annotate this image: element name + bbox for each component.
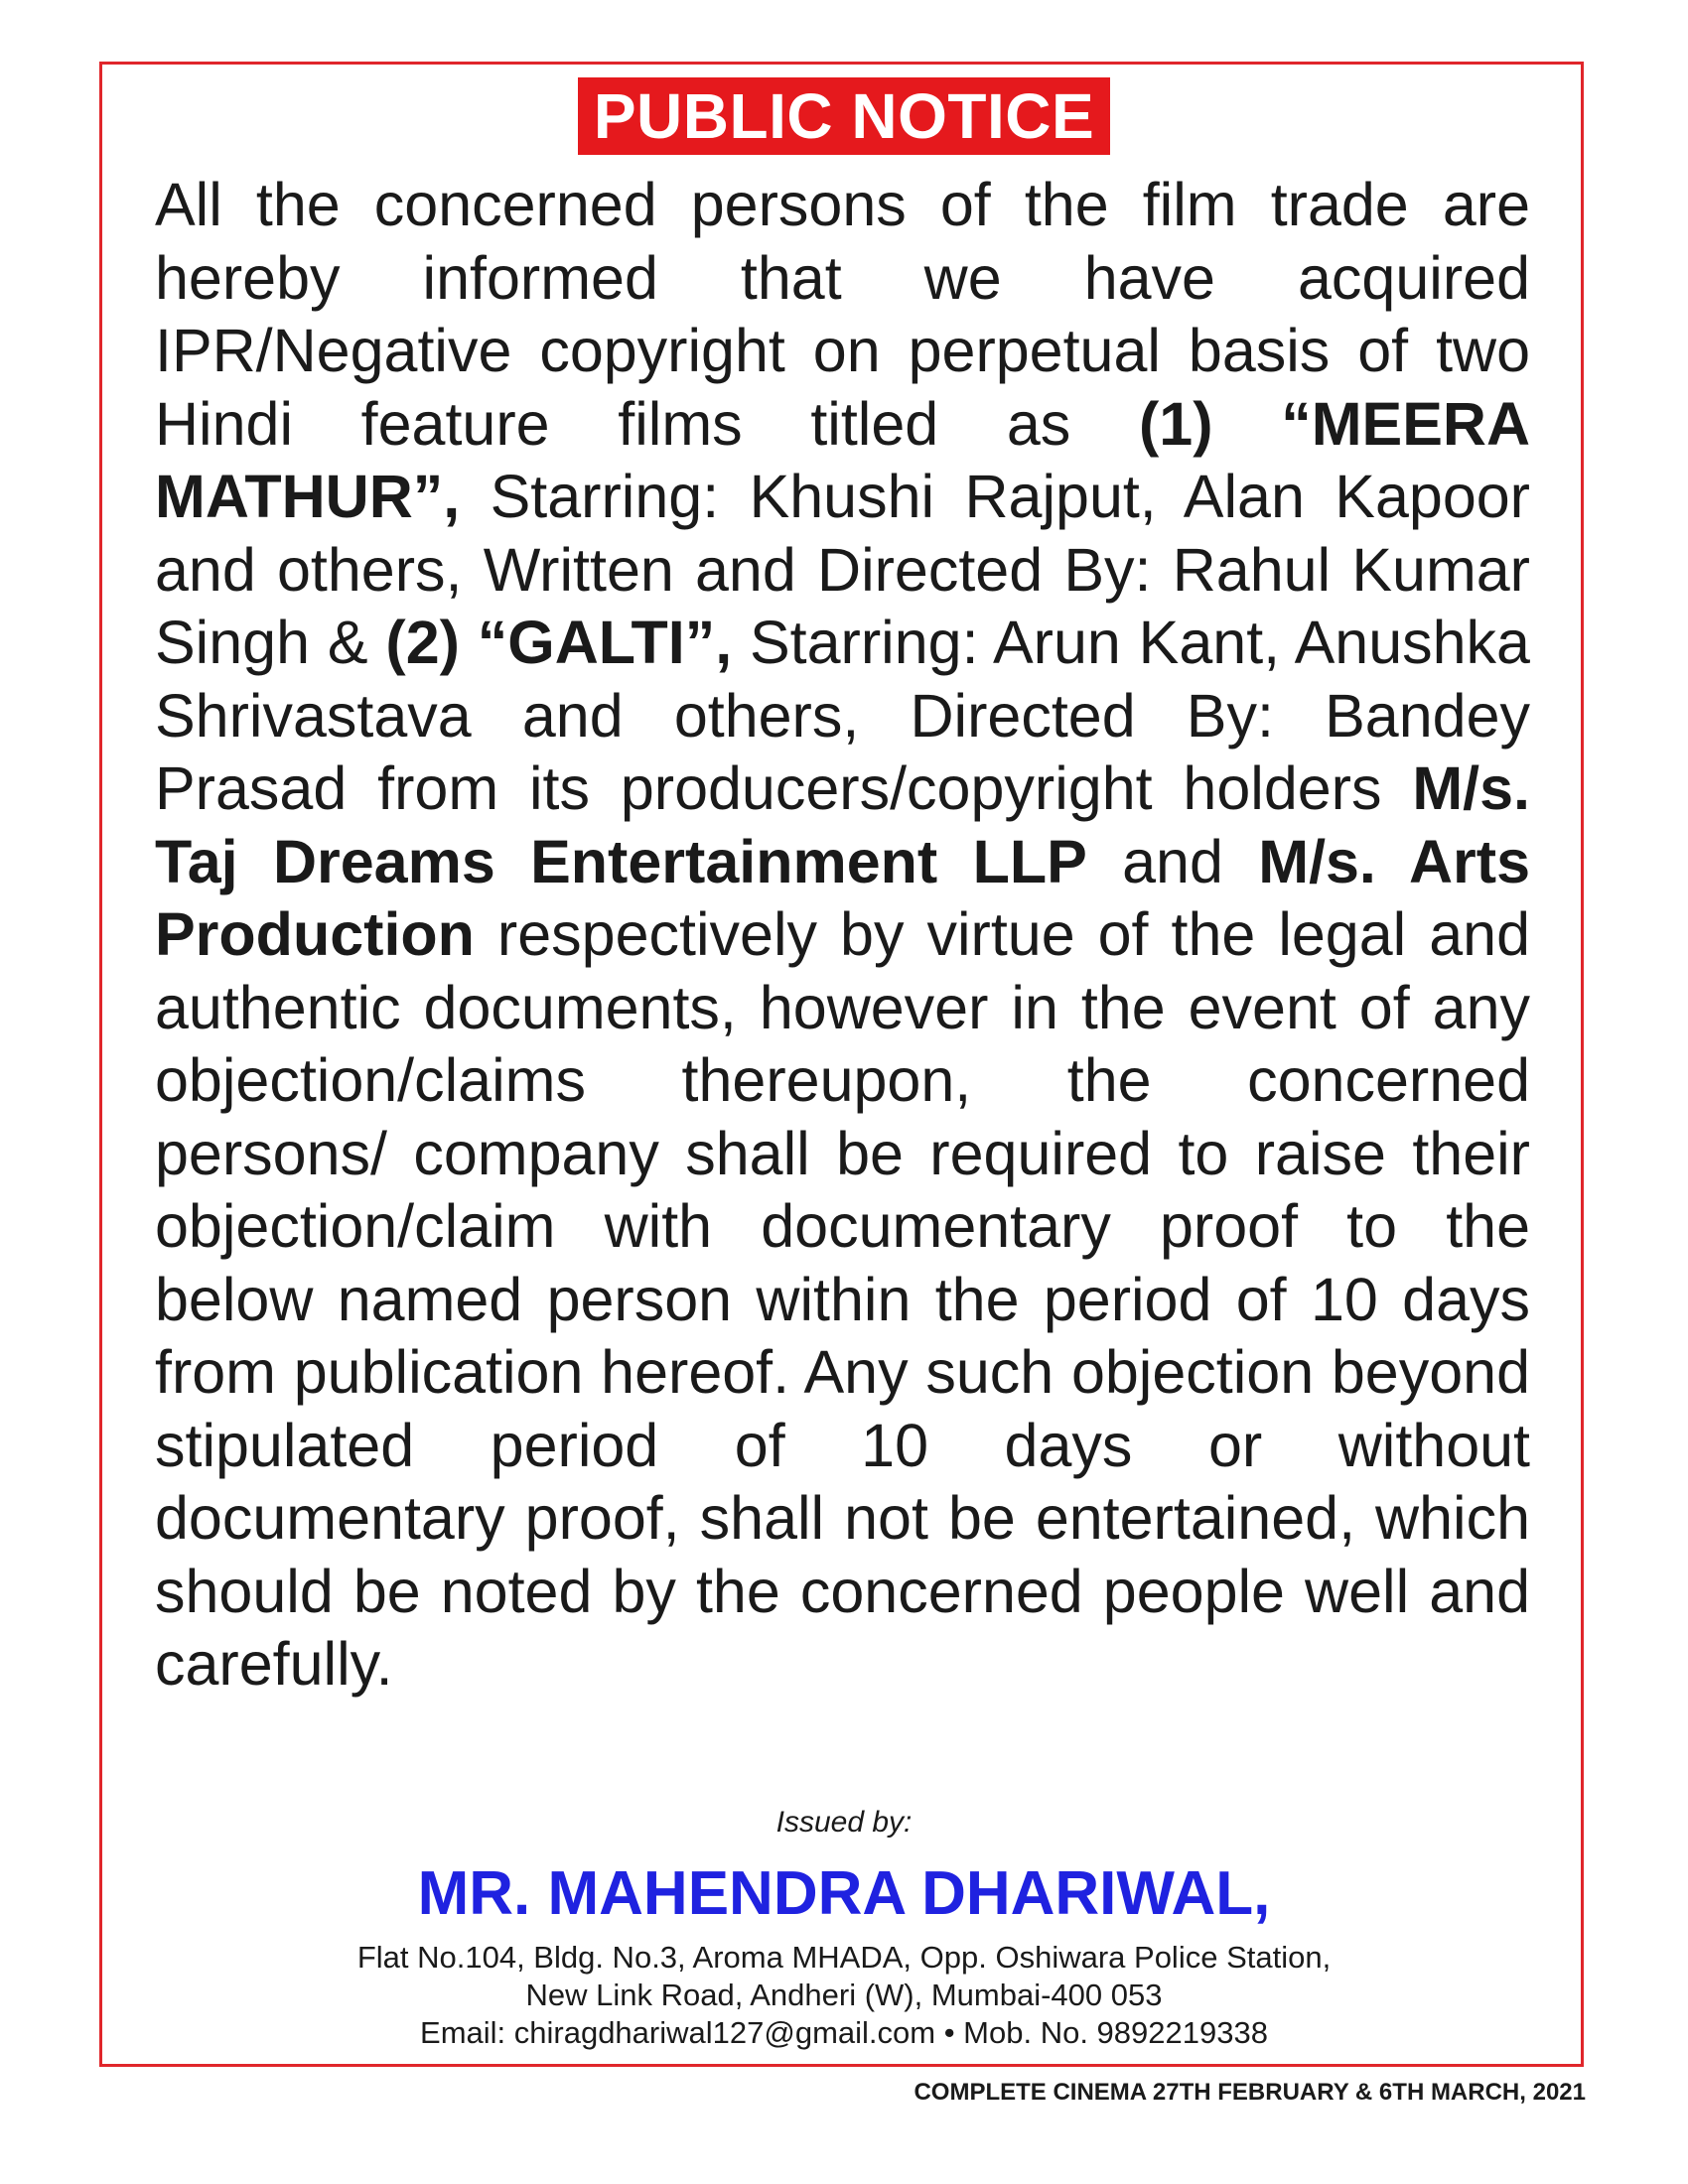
company-name-1: M/s. Taj Dreams Entertainment LLP bbox=[155, 754, 1530, 895]
address-line-1: Flat No.104, Bldg. No.3, Aroma MHADA, Opp. Oshiwara Police Station, bbox=[356, 1940, 1332, 1975]
body-text-part-4: and bbox=[1086, 827, 1259, 895]
notice-header-wrap bbox=[0, 77, 1688, 155]
notice-title: PUBLIC NOTICE bbox=[578, 77, 1110, 155]
body-text-part-3: Starring: Arun Kant, Anushka Shrivastava and others, Directed By: Bandey Prasad from its producers/copyright holders bbox=[155, 609, 1530, 822]
body-text-part-1: All the concerned persons of the film trade are hereby informed that we have acquired IPR/Negative copyright on perpetual basis of two Hindi feature films titled as bbox=[155, 171, 1530, 458]
film-title-1: (1) “MEERA MATHUR”, bbox=[155, 389, 1530, 530]
film-title-2: (2) “GALTI”, bbox=[385, 609, 733, 676]
body-text-part-5: respectively by virtue of the legal and authentic documents, however in the event of any objection/claims thereupon, the concerned persons/ company shall be required to raise their objection/claim with documentary proof to the below named person within the period of 10 days from publication hereof. Any such objection beyond stipulated period of 10 days or without documentary proof, shall not be entertained, which should be noted by the concerned people well and carefully. bbox=[155, 900, 1530, 1698]
body-text-part-2: Starring: Khushi Rajput, Alan Kapoor and others, Written and Directed By: Rahul Kumar Singh & bbox=[155, 463, 1530, 676]
publication-footer: COMPLETE CINEMA 27TH FEBRUARY & 6TH MARCH, 2021 bbox=[914, 2079, 1586, 2106]
address-line-2: New Link Road, Andheri (W), Mumbai-400 053 bbox=[525, 1978, 1163, 2012]
company-name-2: M/s. Arts Production bbox=[155, 827, 1530, 968]
issued-by-label: Issued by: bbox=[775, 1806, 913, 1839]
contact-line: Email: chiragdhariwal127@gmail.com • Mob. No. 9892219338 bbox=[420, 2015, 1268, 2050]
notice-body bbox=[155, 169, 1530, 1702]
issuer-name: MR. MAHENDRA DHARIWAL, bbox=[417, 1859, 1271, 1928]
